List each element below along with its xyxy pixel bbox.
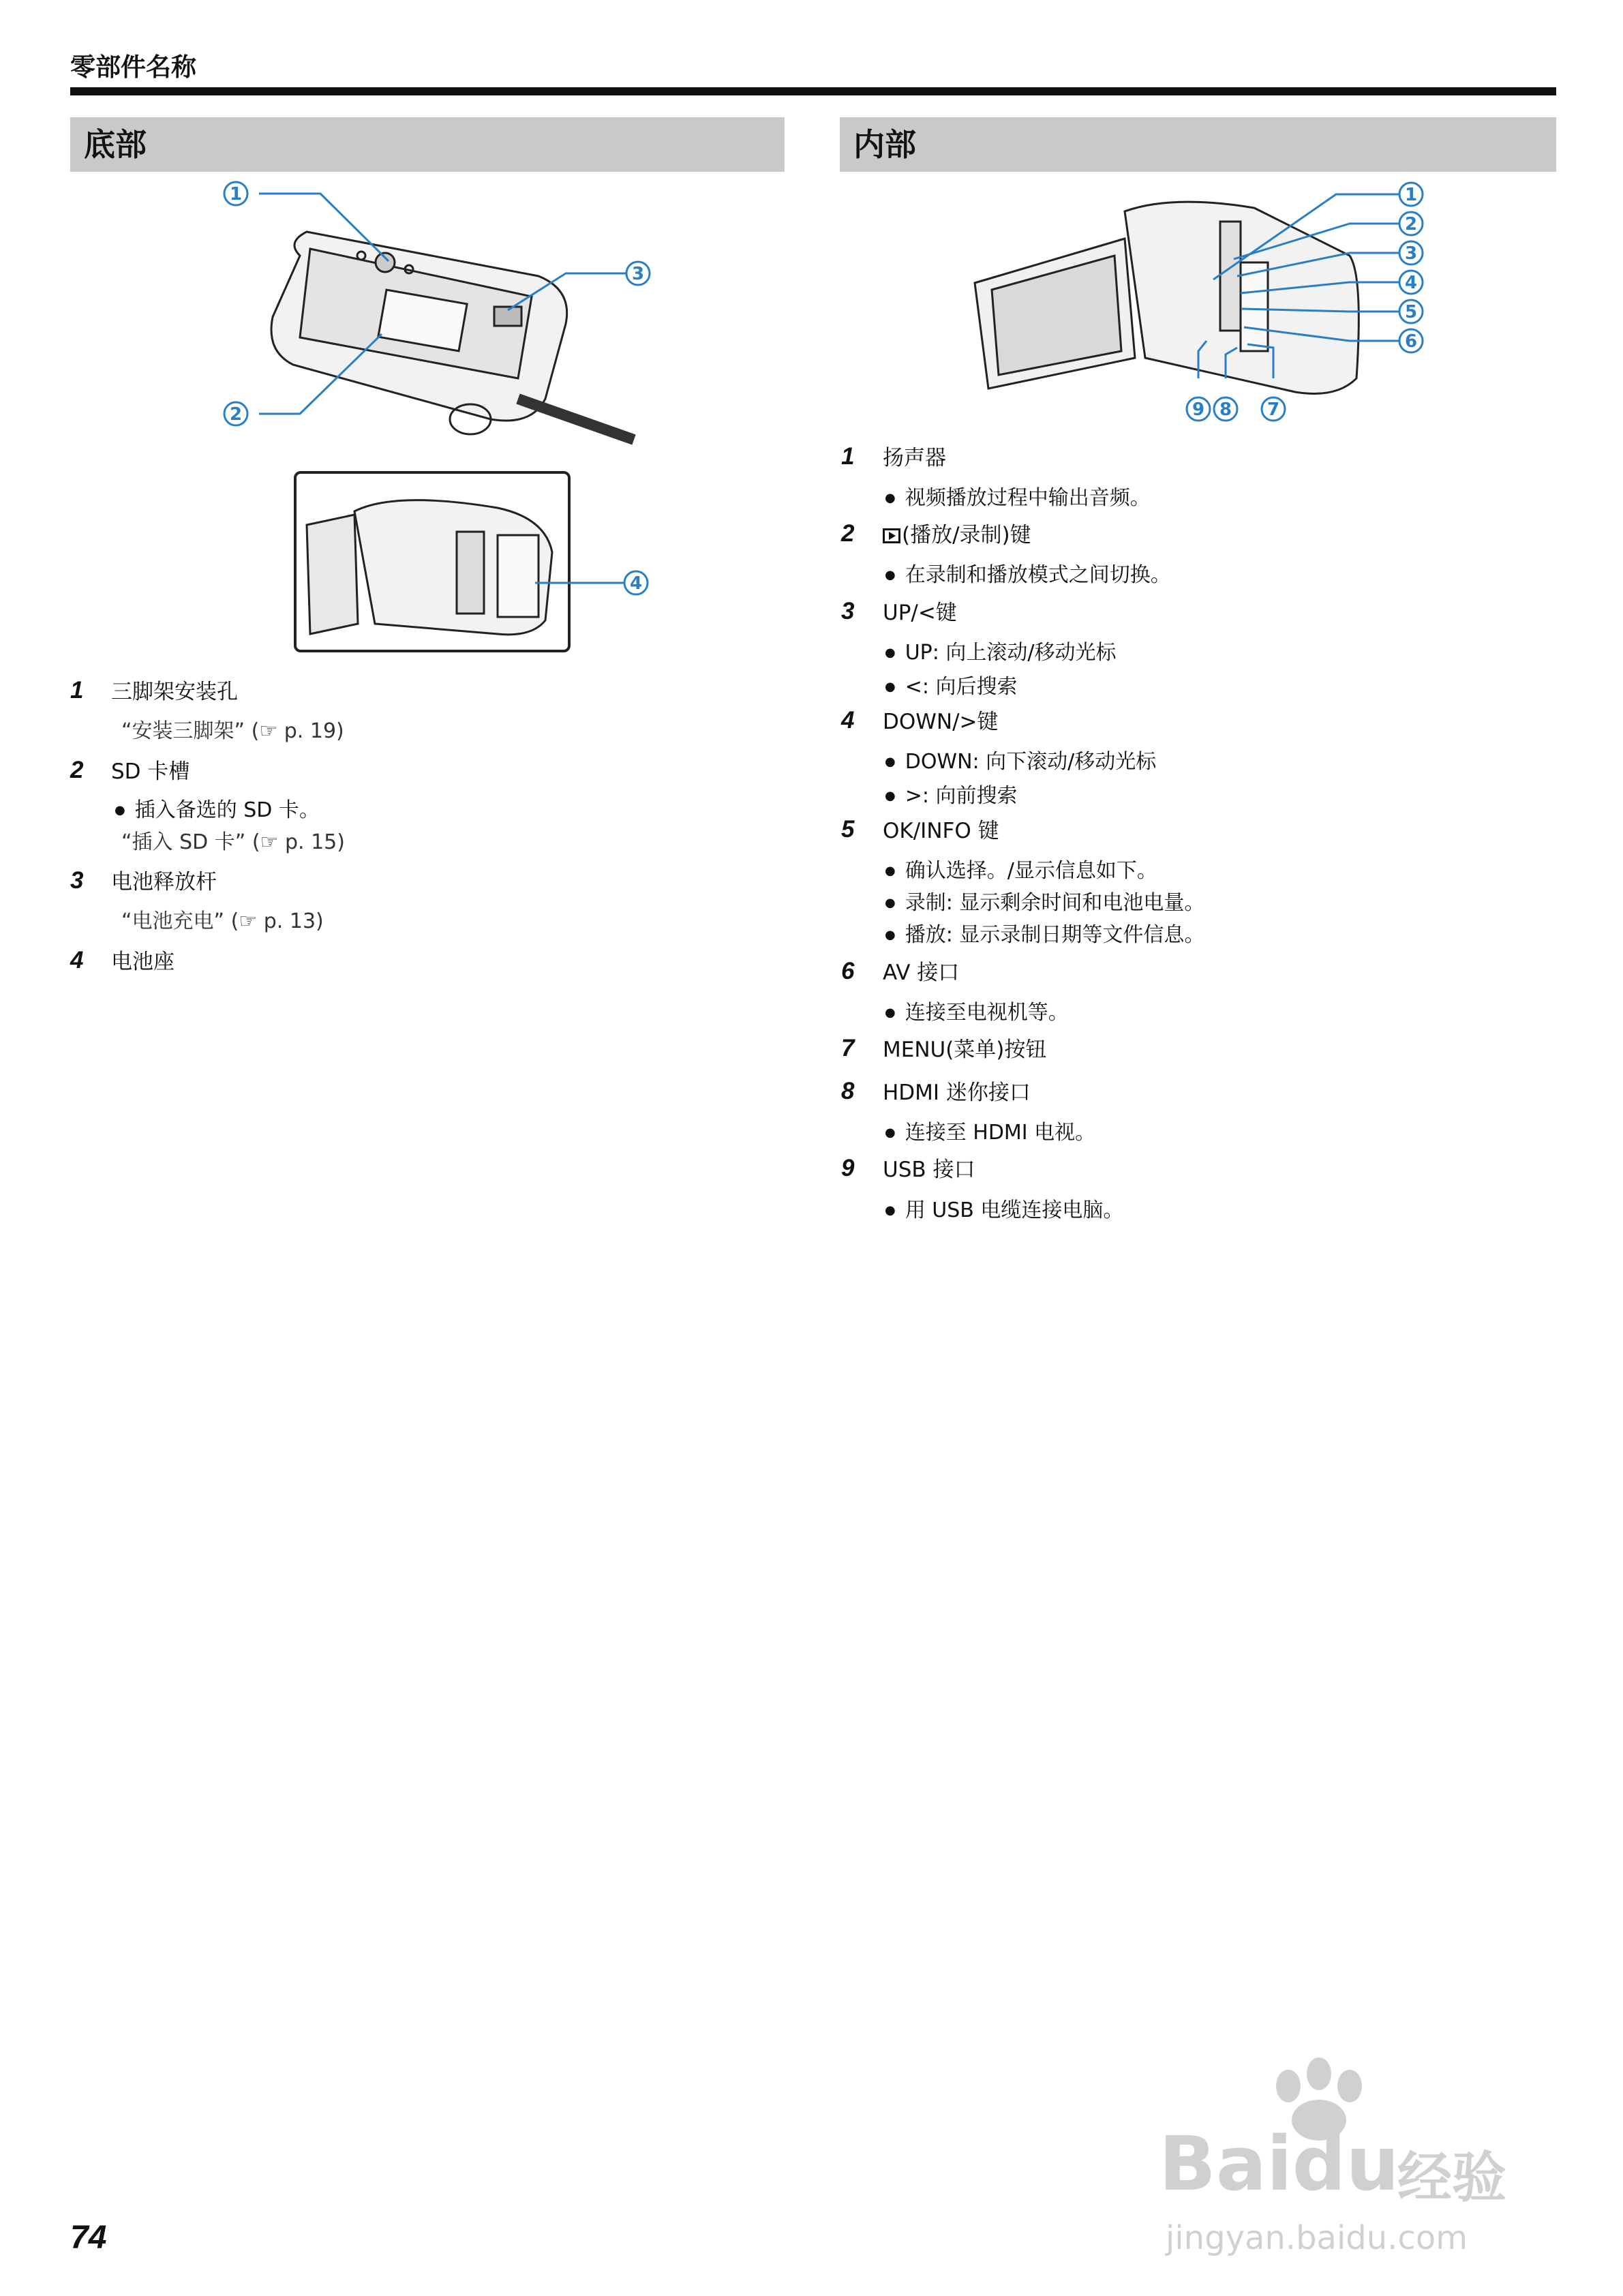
callout-label: 9 — [1192, 399, 1205, 420]
title-rule — [70, 87, 1556, 95]
callout-label: 8 — [1219, 399, 1232, 420]
item-number: 1 — [70, 677, 84, 704]
callout-label: 6 — [1404, 331, 1418, 352]
item-label-text: (播放/录制)键 — [902, 523, 1031, 547]
camera-bottom-illustration — [229, 174, 654, 460]
item-number: 3 — [70, 867, 84, 894]
item-label: HDMI 迷你接口 — [883, 1081, 1031, 1105]
item-number: 2 — [841, 520, 855, 547]
bullet-text: ● 用 USB 电缆连接电脑。 — [885, 1193, 1123, 1223]
item-label: SD 卡槽 — [111, 759, 190, 784]
callout-label: 4 — [629, 573, 643, 594]
bullet-text: ● DOWN: 向下滚动/移动光标 — [885, 744, 1156, 774]
item-number: 2 — [70, 757, 84, 783]
bullet-text: ● 播放: 显示录制日期等文件信息。 — [885, 918, 1204, 948]
bullet-text: ● 连接至电视机等。 — [885, 995, 1069, 1025]
callout-label: 4 — [1404, 273, 1418, 293]
callout-label: 5 — [1404, 302, 1418, 322]
camera-battery-inset-illustration — [293, 470, 661, 654]
page-reference: “插入 SD 卡” (☞ p. 15) — [121, 830, 345, 854]
bullet-text: ● 视频播放过程中输出音频。 — [885, 481, 1151, 511]
callout-label: 3 — [631, 264, 645, 284]
page-reference: “电池充电” (☞ p. 13) — [121, 909, 324, 933]
item-label — [883, 522, 1031, 549]
item-label: 电池座 — [111, 950, 175, 974]
item-number: 4 — [841, 707, 855, 734]
item-label: AV 接口 — [883, 961, 960, 985]
item-number: 6 — [841, 958, 855, 984]
bullet-text: ● 插入备选的 SD 卡。 — [115, 793, 320, 823]
bullet-text: ● >: 向前搜索 — [885, 779, 1018, 809]
item-label: MENU(菜单)按钮 — [883, 1038, 1047, 1062]
section-header-bottom: 底部 — [70, 117, 785, 172]
page-reference: “安装三脚架” (☞ p. 19) — [121, 719, 344, 743]
bullet-text: ● 连接至 HDMI 电视。 — [885, 1115, 1095, 1145]
bullet-text: ● 在录制和播放模式之间切换。 — [885, 558, 1171, 588]
item-label: 扬声器 — [883, 446, 946, 470]
item-number: 1 — [841, 443, 855, 470]
callout-label: 7 — [1266, 399, 1280, 420]
baidu-watermark — [1159, 2059, 1541, 2263]
play-record-icon — [883, 528, 900, 543]
callout-label: 2 — [229, 404, 243, 425]
camera-interior-illustration — [968, 174, 1431, 426]
item-label: 三脚架安装孔 — [111, 680, 238, 704]
bullet-text: ● 录制: 显示剩余时间和电池电量。 — [885, 886, 1204, 916]
watermark-brand: Baidu — [1159, 2120, 1399, 2207]
callout-label: 1 — [1404, 185, 1418, 205]
item-label: USB 接口 — [883, 1158, 975, 1182]
bullet-text: ● 确认选择。/显示信息如下。 — [885, 854, 1157, 883]
item-label: 电池释放杆 — [111, 870, 217, 894]
item-number: 3 — [841, 598, 855, 624]
callout-label: 3 — [1404, 243, 1418, 264]
item-number: 5 — [841, 816, 855, 843]
page-title: 零部件名称 — [70, 52, 196, 82]
item-label: OK/INFO 键 — [883, 819, 999, 843]
bullet-text: ● UP: 向上滚动/移动光标 — [885, 635, 1117, 665]
item-label: DOWN/>键 — [883, 710, 999, 734]
item-number: 4 — [70, 947, 84, 973]
item-number: 7 — [841, 1035, 855, 1061]
section-header-interior: 内部 — [840, 117, 1556, 172]
item-number: 8 — [841, 1078, 855, 1104]
callout-label: 2 — [1404, 214, 1418, 235]
bullet-text: ● <: 向后搜索 — [885, 669, 1018, 699]
watermark-url: jingyan.baidu.com — [1166, 2219, 1468, 2257]
watermark-brand-suffix: 经验 — [1397, 2146, 1506, 2209]
callout-label: 1 — [229, 184, 243, 205]
item-label: UP/<键 — [883, 601, 957, 625]
page-number: 74 — [70, 2220, 107, 2256]
item-number: 9 — [841, 1155, 855, 1181]
